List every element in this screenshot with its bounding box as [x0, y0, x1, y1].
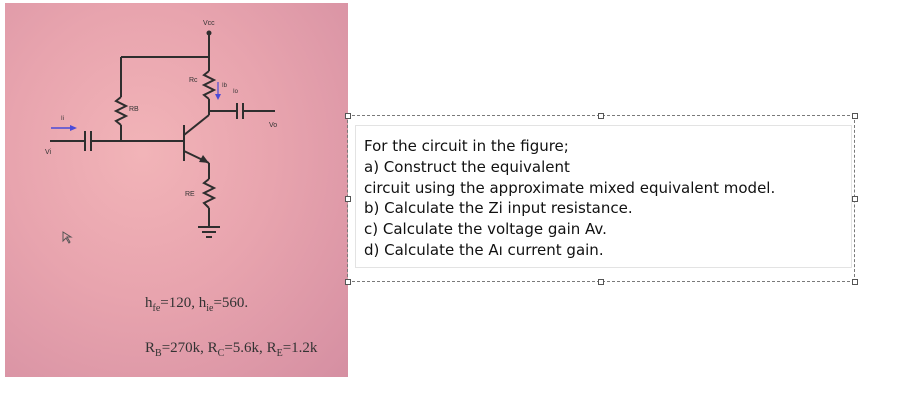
ii-label: Ii — [61, 116, 64, 122]
question-textbox[interactable] — [355, 125, 852, 268]
rb-label: RB — [129, 106, 139, 113]
question-line-6: d) Calculate the Aı current gain. — [364, 240, 604, 259]
question-line-4: b) Calculate the Zi input resistance. — [364, 199, 633, 218]
resize-handle-bottom-right[interactable] — [852, 279, 858, 285]
circuit-photo — [5, 3, 348, 377]
vcc-label: Vcc — [203, 20, 215, 27]
circuit-diagram — [5, 3, 348, 377]
resize-handle-top-left[interactable] — [345, 113, 351, 119]
params-h: $h_{fe}=120$, $h_{ie}=560$. — [145, 295, 249, 314]
params-r: $R_B=270k$, $R_C=5.6k$, $R_E=1.2k$ — [145, 340, 318, 359]
resize-handle-bottom-middle[interactable] — [598, 279, 604, 285]
io-label: Io — [233, 89, 239, 95]
question-line-2: a) Construct the equivalent — [364, 157, 570, 176]
ib-label: Ib — [222, 83, 228, 89]
rc-label: Rc — [189, 77, 198, 84]
question-line-3: circuit using the approximate mixed equivalent model. — [364, 178, 776, 197]
resize-handle-middle-right[interactable] — [852, 196, 858, 202]
vo-label: Vo — [269, 122, 278, 129]
re-label: RE — [185, 191, 195, 198]
resize-handle-top-middle[interactable] — [598, 113, 604, 119]
resize-handle-bottom-left[interactable] — [345, 279, 351, 285]
question-line-5: c) Calculate the voltage gain Av. — [364, 220, 607, 239]
vi-label: Vi — [45, 149, 52, 156]
resize-handle-top-right[interactable] — [852, 113, 858, 119]
question-line-1: For the circuit in the figure; — [364, 137, 569, 155]
resize-handle-middle-left[interactable] — [345, 196, 351, 202]
